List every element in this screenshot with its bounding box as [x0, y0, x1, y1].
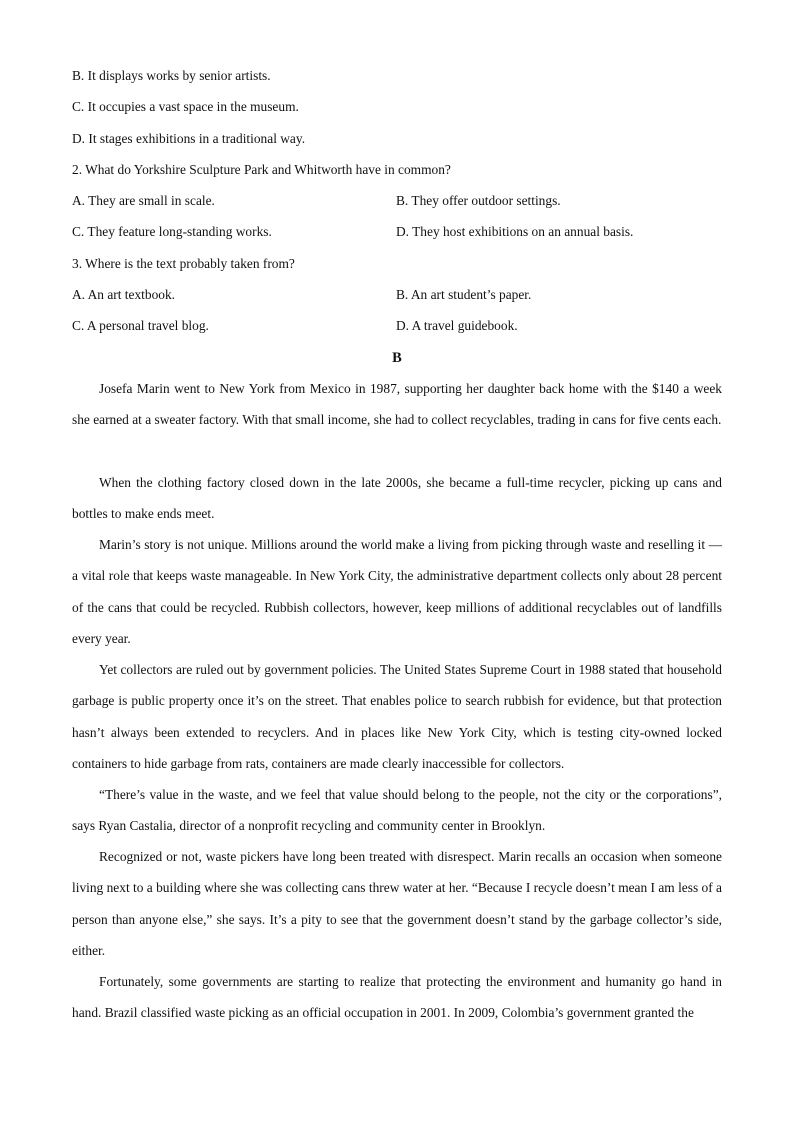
- q2-option-d: D. They host exhibitions on an annual basis.: [396, 224, 634, 239]
- option-d-prev: D. It stages exhibitions in a traditional way.: [72, 131, 306, 146]
- option-c-prev: C. It occupies a vast space in the museum.: [72, 99, 299, 114]
- q3-option-b: B. An art student’s paper.: [396, 287, 532, 302]
- paragraph: Josefa Marin went to New York from Mexico in 1987, supporting her daughter back home with the $140 a week she earned at a sweater factory. With that small income, she had to collect recyclables, trading in cans for five cents each.: [72, 381, 722, 428]
- paragraph: Recognized or not, waste pickers have long been treated with disrespect. Marin recalls an occasion when someone living next to a building where she was collecting cans threw water at her. “Because I recycle doesn’t mean I am less of a person than anyone else,” she says. It’s a pity to see that the government doesn’t stand by the garbage collector’s side, either.: [72, 849, 722, 958]
- option-b-prev: B. It displays works by senior artists.: [72, 68, 271, 83]
- paragraph: Yet collectors are ruled out by government policies. The United States Supreme Court in 1988 stated that household garbage is public property once it’s on the street. That enables police to search rubbish for evidence, but that protection hasn’t always been extended to recyclers. And in places like New York City, which is testing city-owned locked containers to hide garbage from rats, containers are made clearly inaccessible for collectors.: [72, 662, 722, 771]
- q2-option-a: A. They are small in scale.: [72, 193, 215, 208]
- paragraph: Marin’s story is not unique. Millions around the world make a living from picking through waste and reselling it — a vital role that keeps waste manageable. In New York City, the administrative department collects only about 28 percent of the cans that could be recycled. Rubbish collectors, however, keep millions of additional recyclables out of landfills every year.: [72, 537, 722, 646]
- q3-option-c: C. A personal travel blog.: [72, 318, 209, 333]
- q3-option-a: A. An art textbook.: [72, 287, 176, 302]
- paragraph: Fortunately, some governments are starting to realize that protecting the environment and humanity go hand in hand. Brazil classified waste picking as an official occupation in 2001. In 2009, Colombia’s government granted the: [72, 974, 722, 1021]
- question-3: 3. Where is the text probably taken from?: [72, 256, 295, 271]
- q2-option-c: C. They feature long-standing works.: [72, 224, 272, 239]
- q2-option-b: B. They offer outdoor settings.: [396, 193, 561, 208]
- paragraph: When the clothing factory closed down in the late 2000s, she became a full-time recycler, picking up cans and bottles to make ends meet.: [72, 475, 722, 522]
- section-title: B: [392, 350, 402, 366]
- q3-option-d: D. A travel guidebook.: [396, 318, 518, 333]
- paragraph: “There’s value in the waste, and we feel that value should belong to the people, not the city or the corporations”, says Ryan Castalia, director of a nonprofit recycling and community center in Brooklyn.: [72, 787, 722, 834]
- question-2: 2. What do Yorkshire Sculpture Park and Whitworth have in common?: [72, 162, 451, 177]
